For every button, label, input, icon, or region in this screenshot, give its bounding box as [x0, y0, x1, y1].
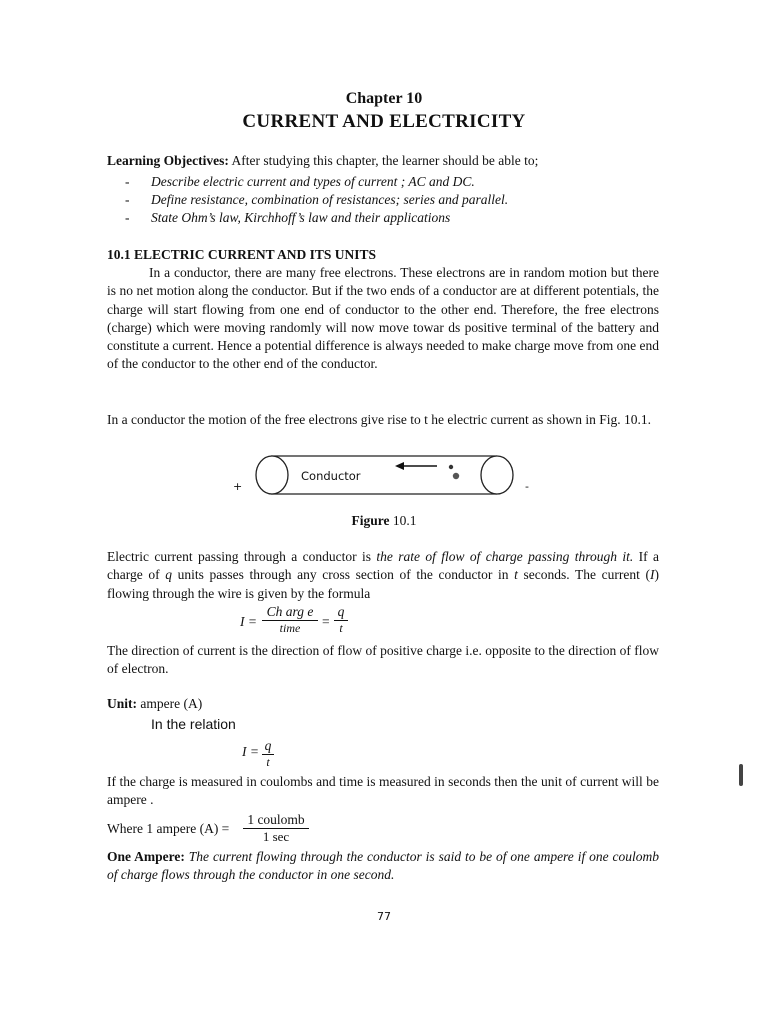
learning-objectives-label: Learning Objectives:: [107, 153, 229, 168]
paragraph-one-ampere: One Ampere: The current flowing through the conductor is said to be of one ampere if one coulomb of charge flows through the conductor in one second.: [107, 849, 659, 883]
learning-objectives-intro: [107, 153, 667, 169]
chapter-number: Chapter 10: [345, 90, 423, 107]
objectives-list: [125, 173, 685, 227]
objective-item: - Describe electric current and types of current ; AC and DC.: [125, 174, 475, 189]
section-heading: 10.1 ELECTRIC CURRENT AND ITS UNITS: [107, 247, 377, 262]
ampere-formula: Where 1 ampere (A) = 1 coulomb 1 sec: [107, 812, 407, 850]
positive-terminal: +: [233, 480, 243, 493]
paragraph-electrons: In a conductor, there are many free electrons. These electrons are in random motion but there is no net motion along the conductor. But if the two ends of a conductor are at different potentials, the charge will start flowing from one end of conductor to the other end. Therefore, the free electrons (charge) which were moving randomly will now move towar ds positive terminal of the battery and constitute a current. Hence a potential difference is always needed to make charge move from one end of the conductor to the other end of the conductor.: [107, 265, 659, 372]
paragraph-definition: Electric current passing through a conductor is the rate of flow of charge passing through it. If a charge of q units passes through any cross section of the conductor in t seconds. The current (I) flowing through the wire is given by the formula: [107, 549, 660, 601]
electron-dot: [453, 473, 459, 479]
learning-objectives-text: After studying this chapter, the learner should be able to;: [228, 153, 539, 168]
objective-item: - State Ohm’s law, Kirchhoff’s law and their applications: [125, 210, 451, 225]
paragraph-direction: The direction of current is the direction of flow of positive charge i.e. opposite to the direction of flow of electron.: [107, 643, 659, 677]
negative-terminal: -: [525, 480, 529, 493]
electron-dot: [449, 465, 453, 469]
objective-item: - Define resistance, combination of resistances; series and parallel.: [125, 192, 509, 207]
unit-line: Unit: ampere (A): [107, 696, 203, 711]
scrollbar-thumb[interactable]: [739, 764, 743, 786]
relation-formula: I = $\frac{q}{t}$: [242, 738, 302, 774]
arrow-head-icon: [395, 462, 404, 470]
conductor-label: Conductor: [301, 469, 361, 483]
relation-label: In the relation: [151, 716, 236, 732]
current-formula: I = Ch arg e time = $\frac{q}{t}$: [240, 604, 380, 644]
paragraph-coulomb: If the charge is measured in coulombs and time is measured in seconds then the unit of current will be ampere .: [107, 774, 659, 808]
chapter-title: CURRENT AND ELECTRICITY: [242, 111, 526, 132]
conductor-figure: [225, 452, 545, 498]
figure-caption: Figure 10.1: [351, 513, 417, 528]
page-number: 77: [377, 910, 391, 923]
paragraph-motion: In a conductor the motion of the free electrons give rise to t he electric current as shown in Fig. 10.1.: [107, 412, 651, 427]
